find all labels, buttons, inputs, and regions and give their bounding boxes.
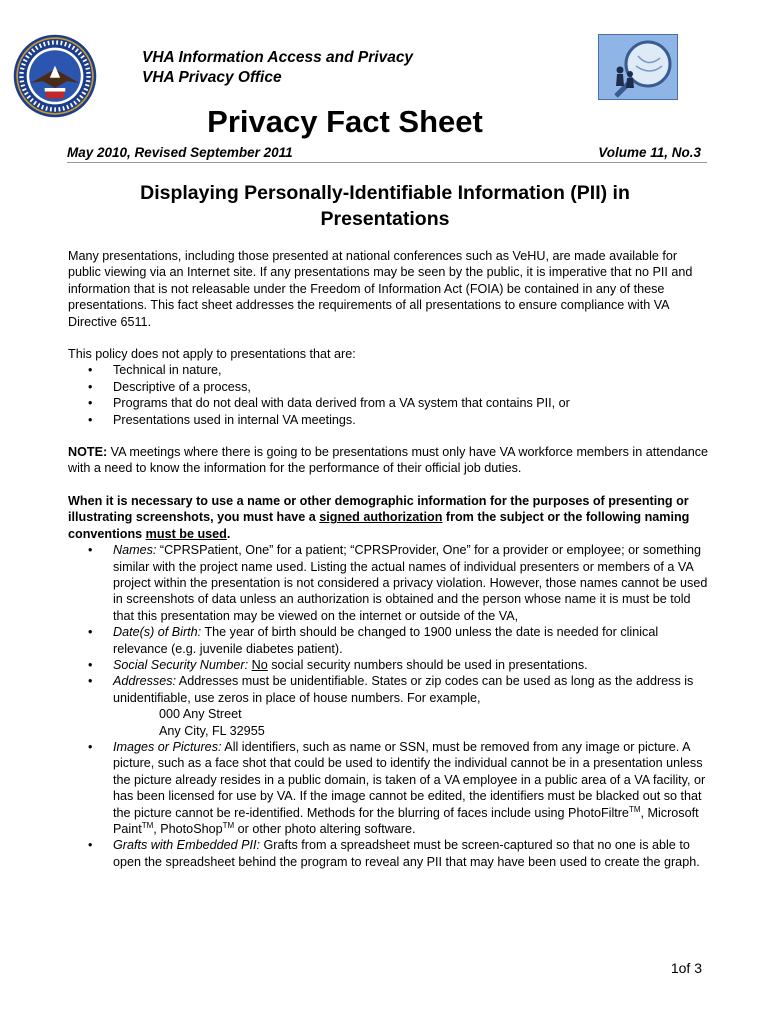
ssn-text: social security numbers should be used in presentations.: [267, 657, 588, 672]
tm-mark: TM: [628, 804, 641, 814]
example-address-line-2: Any City, FL 32955: [159, 723, 265, 738]
org-name: VHA Information Access and Privacy: [142, 49, 414, 66]
note-label: NOTE:: [68, 445, 108, 460]
heading-line-1: Displaying Personally-Identifiable Information (PII) in: [140, 182, 630, 204]
page-number: 1of 3: [670, 960, 702, 976]
images-sep-1: , Microsoft Paint: [113, 805, 699, 836]
requirement-part-3: .: [226, 526, 231, 541]
list-item: • Descriptive of a process,: [68, 379, 712, 395]
images-label: Images or Pictures:: [113, 739, 222, 754]
policy-list: [68, 362, 712, 428]
volume-number: Volume 11, No.3: [598, 145, 701, 160]
office-name: VHA Privacy Office: [142, 69, 282, 86]
list-item-images: [68, 739, 712, 837]
intro-paragraph: Many presentations, including those presented at national conferences such as VeHU, are made available for public viewing via an Internet site. If any presentations may be seen by the public, it is imperative that no PII and information that is not releasable under the Freedom of Information Act (FOIA) be contained in any of these presentations. This fact sheet addresses the requirements of all presentations to ensure compliance with VA Directive 6511.: [68, 249, 693, 329]
grafts-text: Grafts from a spreadsheet must be screen-captured so that no one is able to open the spreadsheet behind the program to reveal any PII that may have been used to create the graph.: [113, 838, 700, 869]
document-heading: [60, 180, 710, 232]
images-text: All identifiers, such as name or SSN, must be removed from any image or picture. A picture, such as a face shot that could be used to identify the individual cannot be in a presentation unless the picture already resides in a public domain, is taken of a VA employee in a public area of a VA facility, or has been licensed for use by VA. If the image cannot be edited, the identifiers must be blacked out so that the picture cannot be re-identified. Methods for the blurring of faces include using PhotoFiltre: [113, 739, 706, 820]
page-title: Privacy Fact Sheet: [207, 104, 483, 139]
dob-label: Date(s) of Birth:: [113, 625, 202, 640]
images-end: or other photo altering software.: [234, 822, 416, 836]
header-org-block: [142, 48, 413, 88]
naming-conventions-list: [68, 542, 712, 870]
signed-authorization: signed authorization: [319, 510, 443, 525]
ssn-no: No: [251, 657, 268, 672]
dob-text: The year of birth should be changed to 1900 unless the date is needed for clinical relevance (e.g. juvenile diabetes patient).: [113, 625, 659, 656]
ssn-label: Social Security Number:: [113, 657, 249, 672]
list-item-addresses: [68, 673, 712, 739]
list-item: • Presentations used in internal VA meetings.: [68, 412, 712, 428]
issue-date: May 2010, Revised September 2011: [67, 145, 293, 160]
people-on-magnifier-icon: [598, 34, 678, 100]
grafts-label: Grafts with Embedded PII:: [113, 838, 260, 853]
addresses-text: Addresses must be unidentifiable. States or zip codes can be used as long as the address is unidentifiable, use zeros in place of house numbers. For example,: [113, 674, 694, 705]
note-text: VA meetings where there is going to be presentations must only have VA workforce members in attendance with a need to know the information for the performance of their official job duties.: [68, 445, 709, 476]
list-item-grafts: [68, 837, 712, 870]
requirement-part-2: from the subject or the following naming conventions: [68, 510, 690, 541]
list-item: • Technical in nature,: [68, 362, 712, 378]
names-text: “CPRSPatient, One” for a patient; “CPRSProvider, One” for a provider or employee; or something similar with the project name used. Listing the actual names of individual presenters or members of a VA project within the presentation is not considered a privacy violation. However, those names cannot be used in screenshots of data unless an authorization is obtained and the person whose name it is must be told that this presentation may be viewed on the internet or outside of the VA,: [113, 543, 708, 623]
document-body: [68, 248, 712, 870]
requirement-paragraph: [68, 493, 712, 542]
addresses-label: Addresses:: [113, 674, 176, 689]
list-item-ssn: [68, 657, 712, 673]
note-paragraph: [68, 444, 712, 477]
list-item-dob: [68, 624, 712, 657]
tm-mark: TM: [141, 820, 154, 830]
names-label: Names:: [113, 543, 157, 558]
must-be-used: must be used: [145, 526, 227, 541]
requirement-part-1: When it is necessary to use a name or other demographic information for the purposes of presenting or illustrating screenshots, you must have a: [68, 493, 689, 525]
heading-line-2: Presentations: [320, 208, 450, 230]
list-item-names: [68, 542, 712, 624]
images-sep-2: , PhotoShop: [153, 822, 223, 836]
meta-row: [67, 144, 707, 163]
list-item: • Programs that do not deal with data derived from a VA system that contains PII, or: [68, 395, 712, 411]
tm-mark: TM: [222, 820, 235, 830]
example-address-line-1: 000 Any Street: [159, 707, 242, 722]
policy-lead: This policy does not apply to presentations that are:: [68, 347, 356, 362]
